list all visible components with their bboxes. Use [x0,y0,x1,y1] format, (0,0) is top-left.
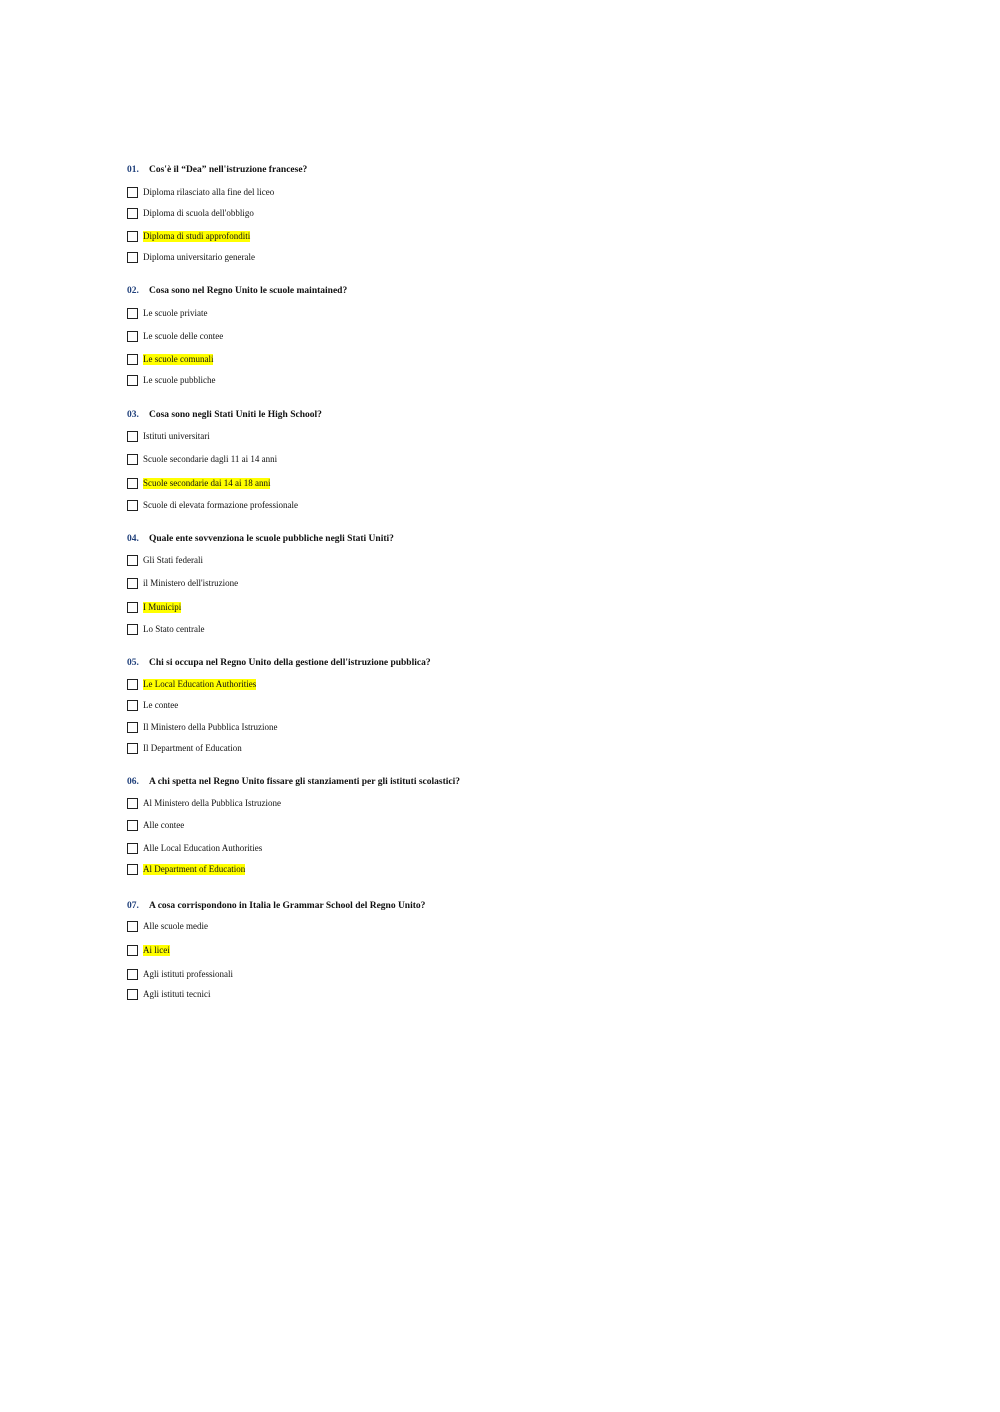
answer-checkbox[interactable] [127,555,138,566]
answer-checkbox[interactable] [127,187,138,198]
answer-checkbox[interactable] [127,478,138,489]
answer-label: Alle scuole medie [143,921,208,931]
answer-checkbox[interactable] [127,945,138,956]
answer-checkbox[interactable] [127,969,138,980]
answer-label-highlighted: Diploma di studi approfonditi [143,231,251,241]
question-heading [127,657,847,669]
answer-checkbox[interactable] [127,231,138,242]
question-text: Cosa sono negli Stati Uniti le High School? [149,410,322,420]
answer-label: Diploma di scuola dell'obbligo [143,208,254,218]
answer-label: Diploma universitario generale [143,252,255,262]
answer-checkbox[interactable] [127,308,138,319]
answer-checkbox[interactable] [127,743,138,754]
answer-checkbox[interactable] [127,375,138,386]
answer-label: Le scuole pubbliche [143,375,216,385]
question-text: Cos'è il “Dea” nell'istruzione francese? [149,165,308,175]
question-text: Quale ente sovvenziona le scuole pubbliche negli Stati Uniti? [149,534,394,544]
answer-checkbox[interactable] [127,700,138,711]
question-number: 06. [127,777,139,787]
question-number: 02. [127,286,139,296]
question-text: Cosa sono nel Regno Unito le scuole maintained? [149,286,348,296]
answer-label: il Ministero dell'istruzione [143,578,239,588]
answer-label: Alle Local Education Authorities [143,843,263,853]
answer-checkbox[interactable] [127,454,138,465]
answer-checkbox[interactable] [127,798,138,809]
question-heading [127,164,847,176]
question-heading [127,533,847,545]
answer-label: Gli Stati federali [143,555,203,565]
answer-checkbox[interactable] [127,331,138,342]
answer-checkbox[interactable] [127,989,138,1000]
answer-checkbox[interactable] [127,864,138,875]
answer-label: Al Ministero della Pubblica Istruzione [143,798,281,808]
answer-checkbox[interactable] [127,252,138,263]
answer-label-highlighted: Le scuole comunali [143,354,214,364]
answer-label-highlighted: Al Department of Education [143,864,246,874]
answer-label: Diploma rilasciato alla fine del liceo [143,187,275,197]
answer-checkbox[interactable] [127,624,138,635]
question-block [127,900,847,999]
question-block [127,164,847,262]
answer-label: Il Department of Education [143,743,242,753]
answer-label: Agli istituti professionali [143,969,233,979]
question-number: 05. [127,658,139,668]
answer-label-highlighted: I Municipi [143,602,182,612]
answer-checkbox[interactable] [127,500,138,511]
answer-label: Istituti universitari [143,431,210,441]
question-block [127,409,847,510]
answer-label-highlighted: Le Local Education Authorities [143,679,257,689]
answer-label-highlighted: Ai licei [143,945,170,955]
question-text: A chi spetta nel Regno Unito fissare gli stanziamenti per gli istituti scolastici? [149,777,461,787]
question-block [127,657,847,753]
answer-checkbox[interactable] [127,843,138,854]
question-heading [127,776,847,788]
question-heading [127,285,847,297]
answer-label: Le scuole priviate [143,308,208,318]
answer-checkbox[interactable] [127,921,138,932]
answer-label: Il Ministero della Pubblica Istruzione [143,722,278,732]
answer-checkbox[interactable] [127,722,138,733]
question-text: A cosa corrispondono in Italia le Grammar School del Regno Unito? [149,901,426,911]
question-text: Chi si occupa nel Regno Unito della gestione dell'istruzione pubblica? [149,658,431,668]
answer-checkbox[interactable] [127,602,138,613]
question-number: 07. [127,901,139,911]
answer-checkbox[interactable] [127,208,138,219]
answer-label: Agli istituti tecnici [143,989,211,999]
question-number: 03. [127,410,139,420]
question-number: 01. [127,165,139,175]
answer-label-highlighted: Scuole secondarie dai 14 ai 18 anni [143,478,271,488]
answer-label: Lo Stato centrale [143,624,205,634]
answer-label: Scuole secondarie dagli 11 ai 14 anni [143,454,278,464]
answer-checkbox[interactable] [127,354,138,365]
answer-checkbox[interactable] [127,679,138,690]
question-block [127,776,847,874]
question-heading [127,409,847,421]
question-number: 04. [127,534,139,544]
answer-checkbox[interactable] [127,431,138,442]
answer-label: Le contee [143,700,179,710]
question-heading [127,900,847,912]
answer-label: Alle contee [143,820,185,830]
answer-label: Le scuole delle contee [143,331,224,341]
answer-label: Scuole di elevata formazione professionale [143,500,298,510]
question-block [127,285,847,385]
question-block [127,533,847,634]
answer-checkbox[interactable] [127,820,138,831]
answer-checkbox[interactable] [127,578,138,589]
